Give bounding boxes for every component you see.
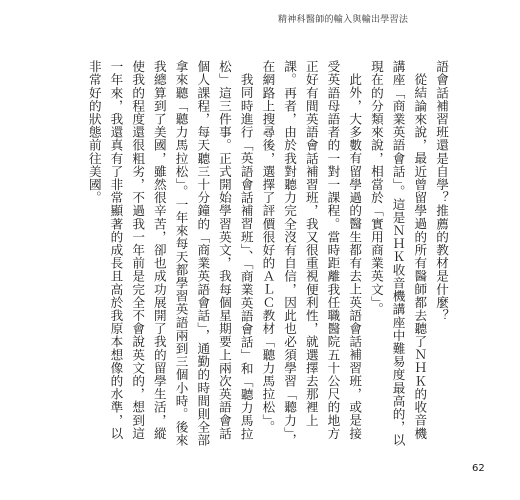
- paragraph-routine: 我同時進行「英語會話補習班」、「商業英語會話」和「聽力馬拉松」這三件事。正式開始學習英文，我每個星期要上兩次英語會話個人課程，每天聽三十分鐘的「商業英語會話」，通勤的時間則全部拿來聽「聽力馬拉松」。一年來每天都學習英語兩到三個小時。後來我總算到了美國，雖然很辛苦，卻也成功展開了我的留學生活，縱使我的程度還很粗劣，不過我一年前是完全不會說英文的，想到這一年來，我還真有了非常顯著的成長且高於我原本想像的水準，以非常好的狀態前往美國。: [86, 60, 254, 447]
- running-header: 精神科醫師的輸入與輸出學習法: [278, 15, 409, 25]
- page-number: 62: [472, 463, 485, 474]
- paragraph-nhk: 從結論來說，最近曾留學過的所有醫師都去聽了ＮＨＫ的收音機講座「商業英語會話」。這是ＮＨＫ收音機講座中難易度最高的，以現在的分類來說，相當於「實用商業英文」。: [368, 60, 428, 447]
- body-text: [86, 60, 452, 452]
- paragraph-question: 語會話補習班還是自學？推薦的教材是什麼？: [434, 60, 449, 322]
- paragraph-school: 此外，大多數有留學過的醫生都有去上英語會話補習班，或是接受英語母語者的一對一課程。當時距離我任職醫院五十公尺的地方正好有間英語會話補習班，我又很重視便利性，就選擇去那裡上課。再者，由於我對聽力完全沒有自信，因此也必須學習「聽力」，在網路上搜尋後，選擇了評價很好的ＡＬＣ教材「聽力馬拉松」。: [260, 60, 363, 447]
